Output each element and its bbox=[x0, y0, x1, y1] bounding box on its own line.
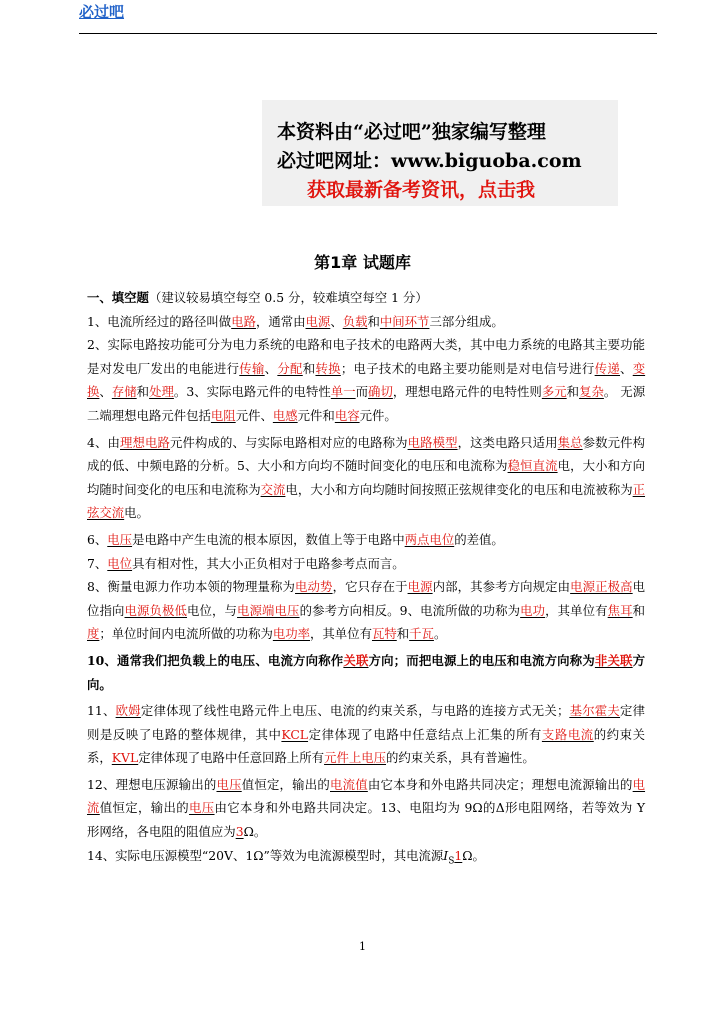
answer: 电位 bbox=[107, 555, 133, 571]
q-text: 定律体现了线性电路元件上电压、电流的约束关系，与电路的连接方式无关； bbox=[140, 703, 570, 719]
q-text: 电位，与 bbox=[187, 602, 238, 618]
answer: 非关联 bbox=[594, 652, 633, 668]
q-text: 、 bbox=[620, 360, 633, 376]
q-text: 元件。 bbox=[359, 407, 397, 423]
q-text: 参数元件构成的低、中频电路的分析。 bbox=[87, 434, 646, 474]
chapter-title: 第1章 试题库 bbox=[314, 253, 411, 272]
section-note: （建议较易填空每空 0.5 分，较难填空每空 1 分） bbox=[148, 290, 428, 305]
answer: 电功率 bbox=[272, 626, 311, 642]
q-text: 3、实际电路元件的电特性 bbox=[186, 384, 331, 400]
q-text: ；电子技术的电路主要功能则是对电信号进行 bbox=[340, 360, 595, 376]
q-text: 元件和 bbox=[297, 407, 335, 423]
answer: 电压 bbox=[107, 531, 133, 547]
q-text: ，其单位有 bbox=[545, 602, 608, 618]
answer: 电容 bbox=[334, 407, 360, 423]
q-text: 13、电阻均为 9Ω的Δ形电阻网络，若等效为 Y 形网络，各电阻的阻值应为 bbox=[87, 800, 646, 840]
q-text: 值恒定，输出的 bbox=[241, 776, 330, 792]
q-text: 、 bbox=[330, 313, 343, 329]
q-text: 和 bbox=[396, 626, 410, 642]
answer: 变换 bbox=[87, 360, 646, 400]
q-text: 和 bbox=[367, 313, 380, 329]
answer: 基尔霍夫 bbox=[569, 703, 621, 719]
question-1 bbox=[87, 310, 645, 334]
answer: 电源负极低 bbox=[124, 602, 188, 618]
answer: 电压 bbox=[216, 776, 242, 792]
q-text: Ω。 bbox=[243, 824, 267, 840]
q-text: 的约束关系，具有普遍性。 bbox=[386, 750, 535, 766]
q-text: 的约束关系， bbox=[87, 726, 646, 766]
answer: KVL bbox=[111, 750, 139, 766]
q-text: 。 bbox=[173, 384, 187, 400]
answer: 中间环节 bbox=[379, 313, 430, 329]
q-text: 具有相对性，其大小正负相对于电路参考点而言。 bbox=[132, 555, 405, 571]
q-text: 定律体现了电路中任意结点上汇集的所有 bbox=[308, 726, 542, 742]
question-12 bbox=[87, 770, 645, 844]
header-divider bbox=[79, 33, 657, 34]
q-text: 6、 bbox=[87, 531, 108, 547]
answer: 电动势 bbox=[295, 579, 333, 595]
q-text: ；单位时间内电流所做的功称为 bbox=[99, 626, 273, 642]
q-text: 方向；而把电源上的电压和电流方向称为 bbox=[368, 652, 595, 668]
question-14 bbox=[87, 844, 645, 874]
answer: 确切 bbox=[368, 384, 393, 400]
page-number: 1 bbox=[359, 940, 366, 953]
answer: KCL bbox=[281, 726, 309, 742]
answer: 电流 bbox=[87, 776, 646, 816]
q-text: 10、通常我们把负载上的电压、电流方向称作 bbox=[87, 652, 344, 668]
answer: 电路 bbox=[231, 313, 256, 329]
answer: 3 bbox=[235, 824, 244, 840]
answer: 元件上电压 bbox=[324, 750, 387, 766]
q-text: 5、大小和方向均不随时间变化的电压和电流称为 bbox=[237, 458, 508, 474]
question-7 bbox=[87, 552, 645, 576]
q-text: 和 bbox=[632, 602, 646, 618]
answer: 单一 bbox=[330, 384, 356, 400]
current-source-subscript: S bbox=[448, 856, 455, 867]
answer: 支路电流 bbox=[541, 726, 594, 742]
answer: 两点电位 bbox=[404, 531, 455, 547]
q-text: 电。 bbox=[124, 505, 149, 521]
q-text: ，其单位有 bbox=[310, 626, 372, 642]
promo-line-website[interactable]: 必过吧网址：www.biguoba.com bbox=[277, 150, 582, 172]
answer: 焦耳 bbox=[607, 602, 633, 618]
answer: 电源 bbox=[407, 579, 433, 595]
q-text: Ω。 bbox=[462, 847, 485, 863]
q-text: 电，大小和方向均随时间按照正弦规律变化的电压和电流被称为 bbox=[285, 481, 633, 497]
q-text: 三部分组成。 bbox=[429, 313, 504, 329]
answer: 电流值 bbox=[330, 776, 368, 792]
q-text: 定律体现了电路中任意回路上所有 bbox=[138, 750, 325, 766]
answer: 处理 bbox=[149, 384, 174, 400]
q-text: 方向。 bbox=[87, 652, 646, 692]
q-text: 、 bbox=[264, 360, 278, 376]
q-text: 定律则是反映了电路的整体规律，其中 bbox=[87, 703, 646, 742]
answer: 复杂 bbox=[579, 384, 604, 400]
section-heading bbox=[87, 286, 645, 310]
q-text: 由它本身和外电路共同决定。 bbox=[214, 800, 381, 816]
q-text: 和 bbox=[566, 384, 580, 400]
answer: 电源端电压 bbox=[237, 602, 300, 618]
q-text: ，理想电路元件的电特性则 bbox=[392, 384, 542, 400]
question-list bbox=[87, 286, 645, 874]
answer: 传输 bbox=[239, 360, 265, 376]
promo-line-source: 本资料由“必过吧”独家编写整理 bbox=[277, 121, 546, 143]
q-text: 、 bbox=[99, 384, 112, 400]
q-text: 7、 bbox=[87, 555, 108, 571]
answer: 存储 bbox=[111, 384, 137, 400]
answer: 电源正极高 bbox=[570, 579, 633, 595]
q-text: 的差值。 bbox=[454, 531, 504, 547]
q-text: 电，大小和方向均随时间变化的电压和电流称为 bbox=[87, 458, 645, 497]
answer: 传递 bbox=[594, 360, 621, 376]
q-text: 由它本身和外电路共同决定；理想电流源输出的 bbox=[367, 776, 633, 792]
promo-banner[interactable] bbox=[262, 100, 618, 206]
answer: 关联 bbox=[343, 652, 369, 668]
q-text: ，这类电路只适用 bbox=[457, 434, 558, 450]
q-text: 。 无源二端理想电路元件包括 bbox=[87, 384, 646, 423]
q-text: 的参考方向相反。 bbox=[299, 602, 400, 618]
q-text: 2、实际电路按功能可分为电力系统的电路和电子技术的电路两大类，其中电力系统的电路其主要功能是对发电厂发出的电能进行 bbox=[87, 337, 645, 376]
answer: 交流 bbox=[260, 481, 286, 497]
current-source-symbol: I bbox=[443, 847, 449, 863]
promo-link-latest-news[interactable]: 获取最新备考资讯，点击我 bbox=[307, 179, 536, 201]
q-text: 12、理想电压源输出的 bbox=[87, 776, 217, 792]
answer: 正弦交流 bbox=[87, 481, 646, 521]
answer: 瓦特 bbox=[371, 626, 397, 642]
q-text: 而 bbox=[355, 384, 369, 400]
q-text: 值恒定，输出的 bbox=[99, 800, 190, 816]
q-text: ，它只存在于 bbox=[332, 579, 408, 595]
q-text: 。 bbox=[433, 626, 447, 642]
answer: 千瓦 bbox=[409, 626, 434, 642]
q-text: 内部，其参考方向规定由 bbox=[432, 579, 571, 595]
question-6 bbox=[87, 525, 645, 552]
q-text: 和 bbox=[302, 360, 316, 376]
q-text: ，通常由 bbox=[255, 313, 306, 329]
answer: 理想电路 bbox=[120, 434, 171, 450]
answer: 转换 bbox=[315, 360, 341, 376]
site-logo[interactable]: 必过吧 bbox=[79, 3, 125, 21]
question-2 bbox=[87, 333, 645, 427]
q-text: 1、电流所经过的路径叫做 bbox=[87, 313, 232, 329]
answer: 1 bbox=[454, 847, 463, 863]
answer: 度 bbox=[87, 626, 100, 642]
q-text: 11、 bbox=[87, 703, 116, 719]
q-text: 元件、 bbox=[235, 407, 273, 423]
question-10 bbox=[87, 646, 645, 696]
question-8 bbox=[87, 575, 645, 646]
q-text: 电位指向 bbox=[87, 579, 646, 618]
answer: 分配 bbox=[277, 360, 303, 376]
q-text: 4、由 bbox=[87, 434, 121, 450]
answer: 多元 bbox=[541, 384, 567, 400]
answer: 负载 bbox=[342, 313, 368, 329]
q-text: 14、实际电压源模型“20V、1Ω”等效为电流源模型时，其电流源 bbox=[87, 847, 444, 863]
answer: 集总 bbox=[557, 434, 583, 450]
question-4 bbox=[87, 428, 645, 525]
answer: 电压 bbox=[189, 800, 215, 816]
answer: 电功 bbox=[520, 602, 546, 618]
answer: 欧姆 bbox=[115, 703, 141, 719]
section-title: 一、填空题 bbox=[87, 290, 149, 305]
q-text: 9、电流所做的功称为 bbox=[399, 602, 521, 618]
answer: 电路模型 bbox=[407, 434, 458, 450]
answer: 电源 bbox=[305, 313, 331, 329]
answer: 电阻 bbox=[210, 407, 236, 423]
q-text: 元件构成的、与实际电路相对应的电路称为 bbox=[170, 434, 408, 450]
q-text: 和 bbox=[136, 384, 150, 400]
answer: 稳恒直流 bbox=[507, 458, 558, 474]
question-11 bbox=[87, 696, 645, 770]
q-text: 是电路中产生电流的根本原因，数值上等于电路中 bbox=[132, 531, 405, 547]
q-text: 8、衡量电源力作功本领的物理量称为 bbox=[87, 579, 296, 595]
answer: 电感 bbox=[272, 407, 298, 423]
